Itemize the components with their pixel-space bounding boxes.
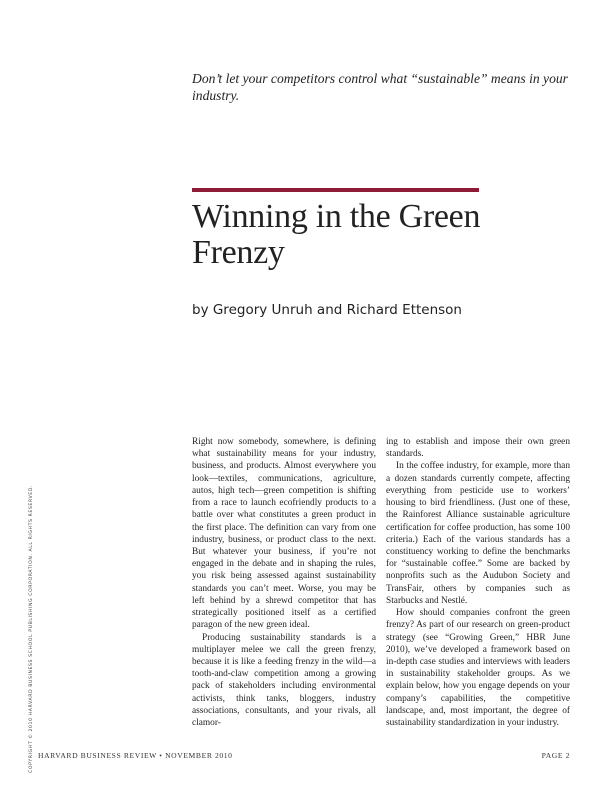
body-paragraph: Producing sustainability standards is a multiplayer melee we call the green frenzy, because it is like a feeding frenzy in the wild—a tooth-and-claw competition among a growing pack of stakeholders including environmental activists, think tanks, bloggers, industry associations, consultants, and your rivals, all clamor-	[192, 632, 376, 729]
title-rule	[192, 188, 479, 192]
body-column-left	[192, 436, 376, 729]
byline: by Gregory Unruh and Richard Ettenson	[192, 302, 462, 318]
body-paragraph: In the coffee industry, for example, more than a dozen standards currently compete, affecting everything from pesticide use to workers’ housing to bird friendliness. (Just one of these, the Rainforest Alliance sustainable agriculture certification for coffee production, has some 100 criteria.) Each of the various standards has a constituency working to define the benchmarks for “sustainable coffee.” Some are backed by nonprofits such as the Audubon Society and TransFair, others by companies such as Starbucks and Nestlé.	[386, 461, 570, 606]
body-paragraph: ing to establish and impose their own green standards.	[386, 437, 570, 460]
article-title: Winning in the Green Frenzy	[192, 198, 481, 271]
copyright-sidebar	[22, 468, 36, 773]
tagline: Don’t let your competitors control what “sustainable” means in your industry.	[192, 71, 568, 103]
body-paragraph: Right now somebody, somewhere, is defining what sustainability means for your industry, business, and products. Almost everywhere you look—textiles, communications, agriculture, autos, high tech—green competition is shifting from a race to launch ecofriendly products to a battle over what constitutes a green product in the first place. The definition can vary from one industry, business, or product class to the next. But whatever your business, if you’re not engaged in the debate and in shaping the rules, you risk being assessed against sustainability standards you can’t meet. Worse, you may be left behind by a shrewd competitor that has strategically positioned itself as a certified paragon of the new green ideal.	[192, 437, 376, 631]
body-paragraph: How should companies confront the green frenzy? As part of our research on green-product strategy (see “Growing Green,” HBR June 2010), we’ve developed a framework based on in-depth case studies and interviews with leaders in sustainability stakeholder groups. As we explain below, how you engage depends on your company’s capabilities, the competitive landscape, and, most important, the degree of sustainability standardization in your industry.	[386, 608, 570, 729]
body-column-right	[386, 436, 570, 729]
footer-page-number: PAGE 2	[541, 751, 570, 760]
footer-publication: HARVARD BUSINESS REVIEW • NOVEMBER 2010	[38, 751, 233, 760]
copyright-notice: COPYRIGHT © 2010 HARVARD BUSINESS SCHOOL PUBLISHING CORPORATION. ALL RIGHTS RESERVED.	[29, 485, 34, 773]
